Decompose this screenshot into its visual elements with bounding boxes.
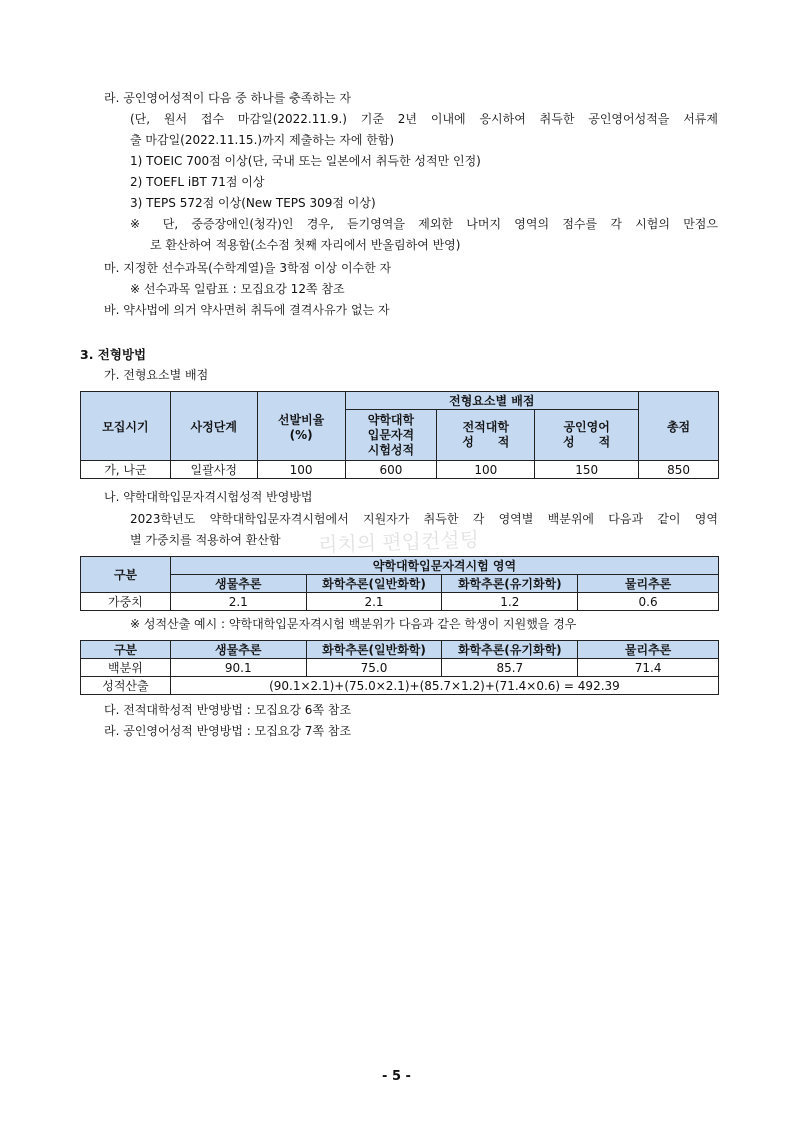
example-note: ※ 성적산출 예시 : 약학대학입문자격시험 백분위가 다음과 같은 학생이 지원했을 경우 — [130, 617, 577, 631]
header-ratio — [257, 392, 345, 461]
section-ra-title: 라. 공인영어성적이 다음 중 하나를 충족하는 자 — [104, 91, 351, 105]
table-row — [81, 677, 719, 695]
table-row — [81, 461, 719, 479]
cell-peet: 600 — [345, 461, 437, 479]
t2-weight-orgchem: 1.2 — [442, 593, 578, 611]
header-gpa-line2: 성 적 — [462, 435, 510, 449]
header-eng-line1: 공인영어 — [563, 420, 610, 434]
score-allocation-table — [80, 391, 719, 479]
section3-sub-ga: 가. 전형요소별 배점 — [104, 368, 209, 382]
example-table — [80, 640, 719, 695]
t2-row-label: 가중치 — [81, 593, 171, 611]
header-eng-line2: 성 적 — [563, 435, 611, 449]
section-ba-title: 바. 약사법에 의거 약사면허 취득에 결격사유가 없는 자 — [104, 303, 390, 317]
header-gpa-line1: 전적대학 — [462, 420, 509, 434]
cell-ratio: 100 — [257, 461, 345, 479]
cell-period: 가, 나군 — [81, 461, 171, 479]
t2-header-bio: 생물추론 — [170, 575, 306, 593]
header-period: 모집시기 — [81, 392, 171, 461]
section-ra-note-line1: (단, 원서 접수 마감일(2022.11.9.) 기준 2년 이내에 응시하여 취득한 공인영어성적을 서류제 — [130, 112, 718, 126]
t3-calc-value: (90.1×2.1)+(75.0×2.1)+(85.7×1.2)+(71.4×0.6) = 492.39 — [170, 677, 718, 695]
section3-heading: 3. 전형방법 — [80, 347, 147, 362]
header-peet-line1: 약학대학 — [367, 412, 415, 427]
section-ra-item2: 2) TOEFL iBT 71점 이상 — [130, 175, 265, 189]
t3-percentile-orgchem: 85.7 — [442, 659, 578, 677]
t3-header-orgchem: 화학추론(유기화학) — [442, 641, 578, 659]
t2-header-group: 약학대학입문자격시험 영역 — [170, 557, 718, 575]
t3-percentile-genchem: 75.0 — [306, 659, 442, 677]
cell-stage: 일괄사정 — [170, 461, 257, 479]
section-ma-title: 마. 지정한 선수과목(수학계열)을 3학점 이상 이수한 자 — [104, 261, 392, 275]
t3-header-category: 구분 — [81, 641, 171, 659]
section3-sub-da: 다. 전적대학성적 반영방법 : 모집요강 6쪽 참조 — [104, 703, 352, 717]
header-ratio-line1: 선발비율 — [277, 412, 325, 427]
cell-gpa: 100 — [437, 461, 535, 479]
section-ra-note-line2: 출 마감일(2022.11.15.)까지 제출하는 자에 한함) — [130, 133, 395, 147]
t3-header-bio: 생물추론 — [170, 641, 306, 659]
section-ra-item1: 1) TOEIC 700점 이상(단, 국내 또는 일본에서 취득한 성적만 인정) — [130, 154, 481, 168]
section-ra-item3: 3) TEPS 572점 이상(New TEPS 309점 이상) — [130, 196, 376, 210]
header-stage: 사정단계 — [170, 392, 257, 461]
t3-calc-label: 성적산출 — [81, 677, 171, 695]
t2-weight-genchem: 2.1 — [306, 593, 442, 611]
header-peet-line3: 시험성적 — [367, 442, 415, 457]
cell-total: 850 — [639, 461, 719, 479]
weight-table — [80, 556, 719, 611]
section3-sub-ra: 라. 공인영어성적 반영방법 : 모집요강 7쪽 참조 — [104, 724, 352, 738]
header-eng — [535, 410, 639, 461]
t2-header-genchem: 화학추론(일반화학) — [306, 575, 442, 593]
t3-header-genchem: 화학추론(일반화학) — [306, 641, 442, 659]
cell-eng: 150 — [535, 461, 639, 479]
table-row — [81, 593, 719, 611]
table-row — [81, 659, 719, 677]
watermark: 리치의 편입컨설팅 — [317, 527, 480, 557]
header-total: 총점 — [639, 392, 719, 461]
header-group: 전형요소별 배점 — [345, 392, 639, 410]
t2-header-category: 구분 — [81, 557, 171, 593]
header-gpa — [437, 410, 535, 461]
t3-percentile-bio: 90.1 — [170, 659, 306, 677]
page-number: - 5 - — [382, 1069, 411, 1084]
section3-sub-na: 나. 약학대학입문자격시험성적 반영방법 — [104, 490, 313, 504]
t2-weight-phys: 0.6 — [578, 593, 719, 611]
t3-percentile-label: 백분위 — [81, 659, 171, 677]
t3-header-phys: 물리추론 — [578, 641, 719, 659]
header-peet — [345, 410, 437, 461]
section-ra-remark-line2: 로 환산하여 적용함(소수점 첫째 자리에서 반올림하여 반영) — [150, 238, 461, 252]
na-line1: 2023학년도 약학대학입문자격시험에서 지원자가 취득한 각 영역별 백분위에 다음과 같이 영역 — [130, 512, 718, 526]
t2-header-phys: 물리추론 — [578, 575, 719, 593]
t3-percentile-phys: 71.4 — [578, 659, 719, 677]
t2-weight-bio: 2.1 — [170, 593, 306, 611]
na-line2: 별 가중치를 적용하여 환산함 — [130, 533, 281, 547]
header-peet-line2: 입문자격 — [367, 427, 415, 442]
t2-header-orgchem: 화학추론(유기화학) — [442, 575, 578, 593]
section-ma-note: ※ 선수과목 일람표 : 모집요강 12쪽 참조 — [130, 282, 345, 296]
section-ra-remark-line1: ※ 단, 중증장애인(청각)인 경우, 듣기영역을 제외한 나머지 영역의 점수를 각 시험의 만점으 — [130, 217, 718, 231]
header-ratio-line2: (%) — [289, 427, 313, 442]
